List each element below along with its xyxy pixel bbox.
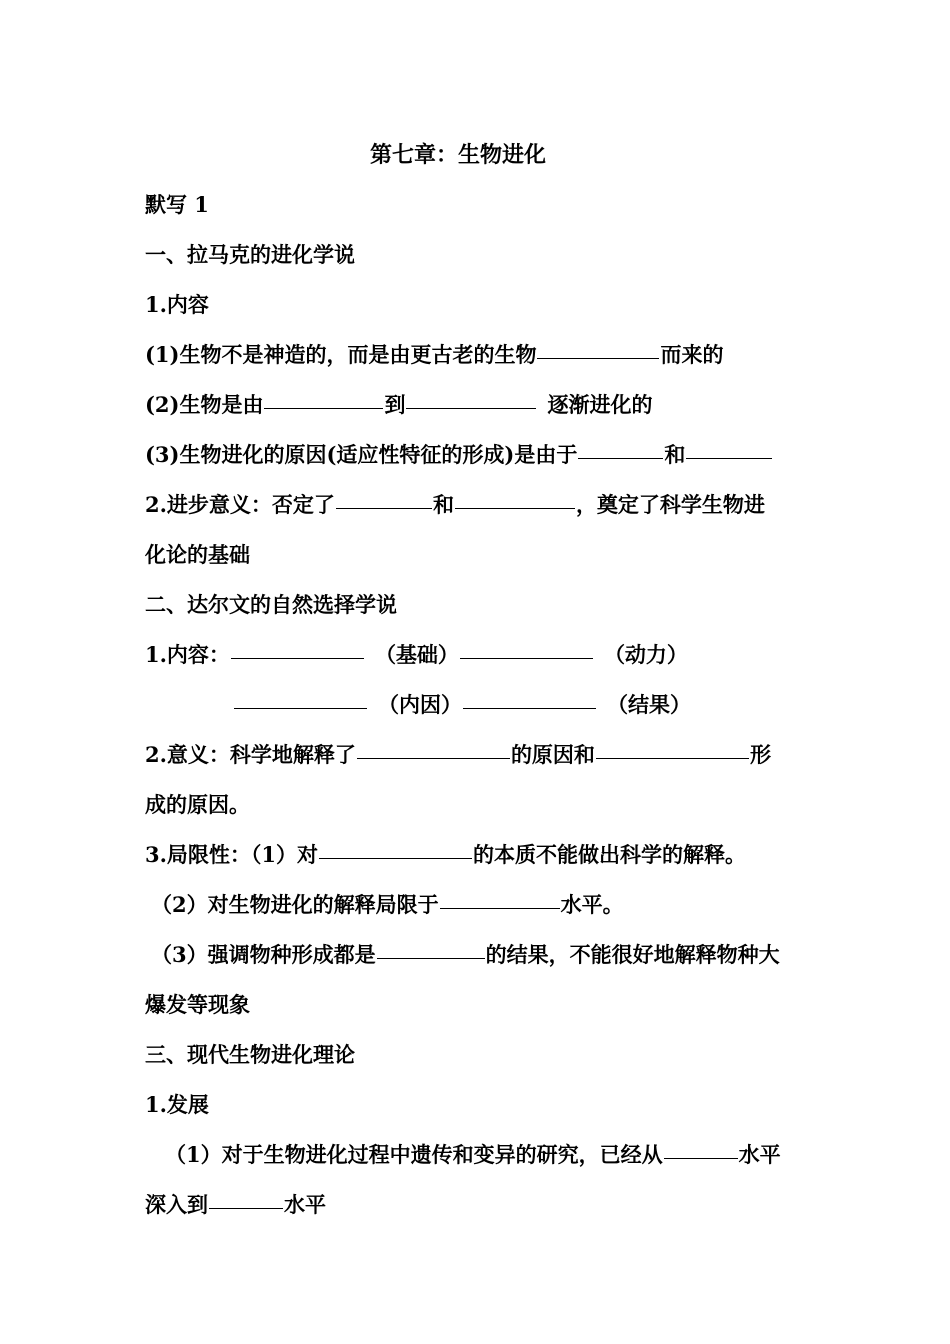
section-2-heading: 二、达尔文的自然选择学说 [145, 592, 397, 617]
section-1-content-heading: 1.内容 [145, 292, 209, 317]
lamarck-point-1 [145, 330, 810, 380]
darwin-limitation-2 [145, 880, 810, 930]
text-segment: 水平 [284, 1192, 326, 1217]
text-segment: 1.内容： [145, 642, 230, 667]
text-segment: 3.局限性：（1）对 [145, 842, 319, 867]
text-segment: 而来的 [660, 342, 724, 367]
text-segment: 深入到 [145, 1192, 208, 1217]
force-label: （动力） [603, 642, 688, 667]
section-3-heading: 三、现代生物进化理论 [145, 1042, 355, 1067]
fill-blank[interactable] [336, 507, 432, 509]
fill-blank[interactable] [231, 657, 364, 659]
modern-dev-point-1 [145, 1130, 810, 1180]
lamarck-significance [145, 480, 810, 530]
fill-blank[interactable] [455, 507, 575, 509]
fill-blank[interactable] [357, 757, 510, 759]
text-segment: 和 [664, 442, 686, 467]
text-segment: （3）强调物种形成都是 [151, 942, 376, 967]
fill-blank[interactable] [537, 357, 659, 359]
fill-blank[interactable] [264, 407, 383, 409]
text-segment: 形 [749, 742, 771, 767]
fill-blank[interactable] [319, 857, 472, 859]
section-3-dev-heading: 1.发展 [145, 1092, 209, 1117]
text-segment: 水平 [738, 1142, 781, 1167]
modern-dev-point-1-cont [145, 1180, 810, 1230]
darwin-limitation-3 [145, 930, 810, 980]
text-segment: （1）对于生物进化过程中遗传和变异的研究，已经从 [165, 1142, 663, 1167]
fill-blank[interactable] [463, 707, 596, 709]
fill-blank[interactable] [686, 457, 772, 459]
fill-blank[interactable] [234, 707, 367, 709]
lamarck-significance-cont: 化论的基础 [145, 542, 250, 567]
text-segment: 的本质不能做出科学的解释。 [473, 842, 747, 867]
darwin-limitation-1 [145, 830, 810, 880]
text-segment: ，奠定了科学生物进 [575, 492, 765, 517]
fill-blank[interactable] [664, 1157, 738, 1159]
fill-blank[interactable] [440, 907, 560, 909]
text-segment: 逐渐进化的 [547, 392, 653, 417]
result-label: （结果） [607, 692, 691, 717]
text-segment: 2.意义：科学地解释了 [145, 742, 356, 767]
text-segment: （2）对生物进化的解释局限于 [151, 892, 439, 917]
fill-blank[interactable] [377, 957, 485, 959]
text-segment: 到 [384, 392, 406, 417]
text-segment: 的结果，不能很好地解释物种大 [485, 942, 780, 967]
darwin-meaning [145, 730, 810, 780]
dictation-label: 默写 1 [145, 192, 209, 217]
lamarck-point-3 [145, 430, 810, 480]
fill-blank[interactable] [209, 1207, 283, 1209]
text-segment: 2.进步意义：否定了 [145, 492, 335, 517]
text-segment: 水平。 [560, 892, 624, 917]
text-segment: (1)生物不是神造的，而是由更古老的生物 [145, 342, 537, 367]
darwin-meaning-cont: 成的原因。 [145, 792, 250, 817]
basis-label: （基础） [374, 642, 459, 667]
darwin-limitation-3-cont: 爆发等现象 [145, 992, 250, 1017]
fill-blank[interactable] [578, 457, 663, 459]
fill-blank[interactable] [596, 757, 749, 759]
worksheet-page [145, 130, 810, 1230]
text-segment: 的原因和 [510, 742, 595, 767]
section-1-heading: 一、拉马克的进化学说 [145, 242, 355, 267]
lamarck-point-2 [145, 380, 810, 430]
text-segment: (2)生物是由 [145, 392, 264, 417]
darwin-content-row-2 [145, 680, 810, 730]
text-segment: (3)生物进化的原因(适应性特征的形成)是由于 [145, 442, 578, 467]
text-segment: 和 [432, 492, 454, 517]
page-title: 第七章：生物进化 [369, 142, 546, 168]
darwin-content-row-1 [145, 630, 810, 680]
fill-blank[interactable] [406, 407, 536, 409]
fill-blank[interactable] [460, 657, 593, 659]
cause-label: （内因） [378, 692, 462, 717]
